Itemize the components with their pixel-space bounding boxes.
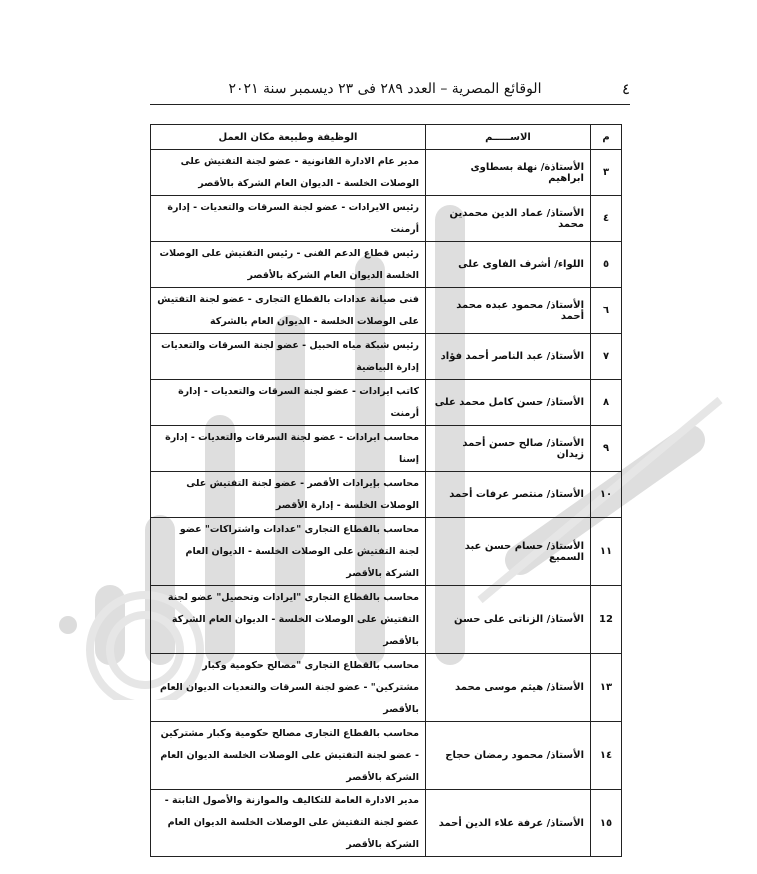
page-header [150, 80, 630, 104]
table-row [151, 472, 622, 518]
table-row [151, 654, 622, 722]
row-number: ١٠ [591, 472, 622, 518]
table-row [151, 426, 622, 472]
row-number: ١١ [591, 518, 622, 586]
row-number: ٦ [591, 288, 622, 334]
member-name: اللواء/ أشرف الفاوى على [426, 242, 591, 288]
gazette-title: الوقائع المصرية – العدد ٢٨٩ فى ٢٣ ديسمبر سنة ٢٠٢١ [228, 81, 542, 97]
member-name: الأستاذ/ الزناتى على حسن [426, 586, 591, 654]
member-name: الأستاذ/ محمود عبده محمد أحمد [426, 288, 591, 334]
member-job: رئيس الايرادات - عضو لجنة السرقات والتعديات - إدارة أرمنت [151, 196, 426, 242]
member-job: محاسب بالقطاع التجارى "مصالح حكومية وكبار مشتركين" - عضو لجنة السرقات والتعديات الديوان العام بالأقصر [151, 654, 426, 722]
member-name: الأستاذ/ عرفة علاء الدين أحمد [426, 790, 591, 857]
row-number: ٩ [591, 426, 622, 472]
member-name: الأستاذ/ حسام حسن عبد السميع [426, 518, 591, 586]
member-job: فنى صيانة عدادات بالقطاع التجارى - عضو لجنة التفتيش على الوصلات الخلسة - الديوان العام بالشركة [151, 288, 426, 334]
table-row [151, 242, 622, 288]
member-job: رئيس شبكة مياه الحبيل - عضو لجنة السرقات والتعديات إدارة البياضية [151, 334, 426, 380]
member-job: رئيس قطاع الدعم الفنى - رئيس التفتيش على الوصلات الخلسة الديوان العام الشركة بالأقصر [151, 242, 426, 288]
members-table [150, 124, 622, 857]
member-name: الأستاذ/ منتصر عرفات أحمد [426, 472, 591, 518]
page-number: ٤ [621, 80, 630, 98]
member-name: الأستاذ/ صالح حسن أحمد زيدان [426, 426, 591, 472]
table-row [151, 380, 622, 426]
member-job: محاسب بالقطاع التجارى مصالح حكومية وكبار مشتركين - عضو لجنة التفتيش على الوصلات الخلسة الديوان العام الشركة بالأقصر [151, 722, 426, 790]
member-name: الأستاذ/ محمود رمضان حجاج [426, 722, 591, 790]
row-number: ٣ [591, 150, 622, 196]
header-rule [150, 104, 630, 105]
member-job: محاسب بإيرادات الأقصر - عضو لجنة التفتيش على الوصلات الخلسة - إدارة الأقصر [151, 472, 426, 518]
member-name: الأستاذ/ عبد الناصر أحمد فؤاد [426, 334, 591, 380]
table-row [151, 790, 622, 857]
table-row [151, 150, 622, 196]
member-name: الأستاذ/ عماد الدين محمدين محمد [426, 196, 591, 242]
column-header-name: الاســـــم [426, 125, 591, 150]
member-name: الأستاذة/ نهلة بسطاوى ابراهيم [426, 150, 591, 196]
row-number: ٨ [591, 380, 622, 426]
table-row [151, 288, 622, 334]
row-number: ٧ [591, 334, 622, 380]
member-name: الأستاذ/ هيثم موسى محمد [426, 654, 591, 722]
member-job: مدير الادارة العامة للتكاليف والموازنة والأصول الثابتة - عضو لجنة التفتيش على الوصلات الخلسة الديوان العام الشركة بالأقصر [151, 790, 426, 857]
table-row [151, 334, 622, 380]
table-row [151, 518, 622, 586]
table-row [151, 722, 622, 790]
table-header-row [151, 125, 622, 150]
table-row [151, 586, 622, 654]
row-number: ١٤ [591, 722, 622, 790]
column-header-number: م [591, 125, 622, 150]
table-row [151, 196, 622, 242]
row-number: ٥ [591, 242, 622, 288]
row-number: ١٣ [591, 654, 622, 722]
column-header-job: الوظيفة وطبيعة مكان العمل [151, 125, 426, 150]
row-number: ١٥ [591, 790, 622, 857]
row-number: 12 [591, 586, 622, 654]
member-job: محاسب ايرادات - عضو لجنة السرقات والتعديات - إدارة إسنا [151, 426, 426, 472]
member-job: مدير عام الادارة القانونية - عضو لجنة التفتيش على الوصلات الخلسة - الديوان العام الشركة بالأقصر [151, 150, 426, 196]
member-job: محاسب بالقطاع التجارى "ايرادات وتحصيل" عضو لجنة التفتيش على الوصلات الخلسة - الديوان العام الشركة بالأقصر [151, 586, 426, 654]
member-job: كاتب ايرادات - عضو لجنة السرقات والتعديات - إدارة أرمنت [151, 380, 426, 426]
member-name: الأستاذ/ حسن كامل محمد على [426, 380, 591, 426]
row-number: ٤ [591, 196, 622, 242]
member-job: محاسب بالقطاع التجارى "عدادات واشتراكات" عضو لجنة التفتيش على الوصلات الخلسة - الديوان العام الشركة بالأقصر [151, 518, 426, 586]
